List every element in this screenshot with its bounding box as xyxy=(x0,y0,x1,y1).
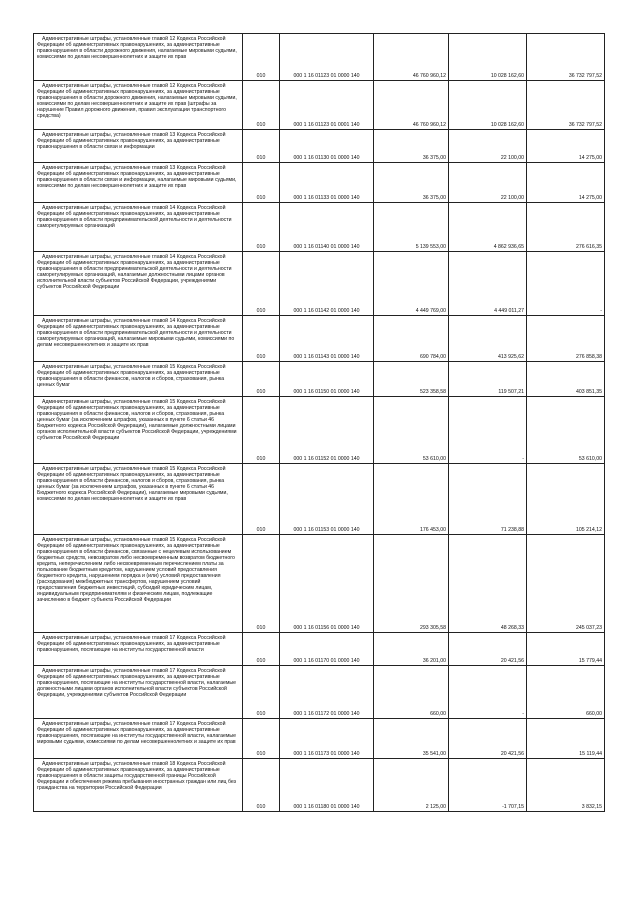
unexecuted-amount-cell: 14 275,00 xyxy=(527,163,605,203)
budget-code-cell: 000 1 16 01142 01 0000 140 xyxy=(280,252,374,316)
approved-amount-cell: 36 375,00 xyxy=(374,163,449,203)
table-row xyxy=(34,252,605,316)
table-body xyxy=(34,34,605,812)
row-name-cell: Административные штрафы, установленные главой 15 Кодекса Российской Федерации об административных правонарушениях, за административные правонарушения в области финансов, налогов и сборов, страхования, рынка ценных бумаг (за исключением штрафов, указанных в пункте 6 статьи 46 Бюджетного кодекса Российской Федерации), налагаемые мировыми судьями, комиссиями по делам несовершеннолетних и защите их прав xyxy=(34,464,243,535)
budget-code-cell: 000 1 16 01180 01 0000 140 xyxy=(280,759,374,812)
table-row xyxy=(34,34,605,81)
unexecuted-amount-cell: 276 616,35 xyxy=(527,203,605,252)
table-row xyxy=(34,397,605,464)
approved-amount-cell: 523 358,58 xyxy=(374,362,449,397)
table-row xyxy=(34,666,605,719)
line-code-cell: 010 xyxy=(243,130,280,163)
row-name-cell: Административные штрафы, установленные главой 14 Кодекса Российской Федерации об административных правонарушениях, за административные правонарушения в области предпринимательской деятельности и деятельности саморегулируемых организаций xyxy=(34,203,243,252)
row-name-cell: Административные штрафы, установленные главой 13 Кодекса Российской Федерации об административных правонарушениях, за административные правонарушения в области связи и информации xyxy=(34,130,243,163)
executed-amount-cell: 22 100,00 xyxy=(449,130,527,163)
line-code-cell: 010 xyxy=(243,464,280,535)
table-row xyxy=(34,362,605,397)
unexecuted-amount-cell: 15 779,44 xyxy=(527,633,605,666)
executed-amount-cell: 10 028 162,60 xyxy=(449,81,527,130)
table-row xyxy=(34,163,605,203)
line-code-cell: 010 xyxy=(243,252,280,316)
table-row xyxy=(34,759,605,812)
unexecuted-amount-cell: 14 275,00 xyxy=(527,130,605,163)
approved-amount-cell: 4 449 769,00 xyxy=(374,252,449,316)
approved-amount-cell: 5 139 553,00 xyxy=(374,203,449,252)
table-row xyxy=(34,719,605,759)
table-row xyxy=(34,633,605,666)
table-row xyxy=(34,81,605,130)
executed-amount-cell: - xyxy=(449,397,527,464)
budget-code-cell: 000 1 16 01170 01 0000 140 xyxy=(280,633,374,666)
line-code-cell: 010 xyxy=(243,81,280,130)
approved-amount-cell: 36 201,00 xyxy=(374,633,449,666)
approved-amount-cell: 660,00 xyxy=(374,666,449,719)
unexecuted-amount-cell: 53 610,00 xyxy=(527,397,605,464)
executed-amount-cell: 48 268,33 xyxy=(449,535,527,633)
line-code-cell: 010 xyxy=(243,362,280,397)
executed-amount-cell: 413 925,62 xyxy=(449,316,527,362)
row-name-cell: Административные штрафы, установленные главой 12 Кодекса Российской Федерации об административных правонарушениях, за административные правонарушения в области дорожного движения, налагаемые мировыми судьями, комиссиями по делам несовершеннолетних и защите их прав xyxy=(34,34,243,81)
approved-amount-cell: 53 610,00 xyxy=(374,397,449,464)
line-code-cell: 010 xyxy=(243,203,280,252)
approved-amount-cell: 293 305,58 xyxy=(374,535,449,633)
unexecuted-amount-cell: 36 732 797,52 xyxy=(527,34,605,81)
line-code-cell: 010 xyxy=(243,163,280,203)
line-code-cell: 010 xyxy=(243,633,280,666)
executed-amount-cell: 10 028 162,60 xyxy=(449,34,527,81)
line-code-cell: 010 xyxy=(243,316,280,362)
row-name-cell: Административные штрафы, установленные главой 17 Кодекса Российской Федерации об административных правонарушениях, за административные правонарушения, посягающие на институты государственной власти xyxy=(34,633,243,666)
budget-code-cell: 000 1 16 01133 01 0000 140 xyxy=(280,163,374,203)
row-name-cell: Административные штрафы, установленные главой 14 Кодекса Российской Федерации об административных правонарушениях, за административные правонарушения в области предпринимательской деятельности и деятельности саморегулируемых организаций, налагаемые мировыми судьями, комиссиями по делам несовершеннолетних и защите их прав xyxy=(34,316,243,362)
budget-code-cell: 000 1 16 01152 01 0000 140 xyxy=(280,397,374,464)
executed-amount-cell: 71 238,88 xyxy=(449,464,527,535)
unexecuted-amount-cell: 105 214,12 xyxy=(527,464,605,535)
row-name-cell: Административные штрафы, установленные главой 13 Кодекса Российской Федерации об административных правонарушениях, за административные правонарушения в области связи и информации, налагаемые мировыми судьями, комиссиями по делам несовершеннолетних и защите их прав xyxy=(34,163,243,203)
line-code-cell: 010 xyxy=(243,397,280,464)
line-code-cell: 010 xyxy=(243,759,280,812)
table-row xyxy=(34,203,605,252)
approved-amount-cell: 690 784,00 xyxy=(374,316,449,362)
report-sheet xyxy=(33,33,604,812)
executed-amount-cell: 4 862 936,65 xyxy=(449,203,527,252)
budget-code-cell: 000 1 16 01153 01 0000 140 xyxy=(280,464,374,535)
executed-amount-cell: 20 421,56 xyxy=(449,633,527,666)
row-name-cell: Административные штрафы, установленные главой 14 Кодекса Российской Федерации об административных правонарушениях, за административные правонарушения в области предпринимательской деятельности и деятельности саморегулируемых организаций, налагаемые должностными лицами органов исполнительной власти субъектов Российской Федерации, учреждениями субъектов Российской Федерации xyxy=(34,252,243,316)
executed-amount-cell: 119 507,21 xyxy=(449,362,527,397)
income-execution-table xyxy=(33,33,605,812)
table-row xyxy=(34,316,605,362)
unexecuted-amount-cell: 403 851,35 xyxy=(527,362,605,397)
table-row xyxy=(34,535,605,633)
approved-amount-cell: 2 125,00 xyxy=(374,759,449,812)
executed-amount-cell: 4 449 011,27 xyxy=(449,252,527,316)
unexecuted-amount-cell: 276 858,38 xyxy=(527,316,605,362)
row-name-cell: Административные штрафы, установленные главой 17 Кодекса Российской Федерации об административных правонарушениях, за административные правонарушения, посягающие на институты государственной власти, налагаемые мировыми судьями, комиссиями по делам несовершеннолетних и защите их прав xyxy=(34,719,243,759)
budget-code-cell: 000 1 16 01156 01 0000 140 xyxy=(280,535,374,633)
executed-amount-cell: - xyxy=(449,666,527,719)
table-row xyxy=(34,130,605,163)
unexecuted-amount-cell: 15 119,44 xyxy=(527,719,605,759)
unexecuted-amount-cell: 36 732 797,52 xyxy=(527,81,605,130)
unexecuted-amount-cell: 660,00 xyxy=(527,666,605,719)
budget-code-cell: 000 1 16 01143 01 0000 140 xyxy=(280,316,374,362)
approved-amount-cell: 36 375,00 xyxy=(374,130,449,163)
row-name-cell: Административные штрафы, установленные главой 15 Кодекса Российской Федерации об административных правонарушениях, за административные правонарушения в области финансов, связанные с нецелевым использованием бюджетных средств, невозвратом либо несвоевременным возвратом бюджетного кредита, неперечислением либо несвоевременным перечислением платы за пользование бюджетным кредитом, нарушением условий предоставления бюджетного кредита, нарушением порядка и (или) условий предоставления (расходования) межбюджетных трансфертов, нарушением условий предоставления бюджетных инвестиций, субсидий юридическим лицам, индивидуальным предпринимателям и физическим лицам, подлежащие зачислению в бюджет субъекта Российской Федерации xyxy=(34,535,243,633)
budget-code-cell: 000 1 16 01123 01 0001 140 xyxy=(280,81,374,130)
executed-amount-cell: 20 421,56 xyxy=(449,719,527,759)
line-code-cell: 010 xyxy=(243,719,280,759)
row-name-cell: Административные штрафы, установленные главой 15 Кодекса Российской Федерации об административных правонарушениях, за административные правонарушения в области финансов, налогов и сборов, страхования, рынка ценных бумаг (за исключением штрафов, указанных в пункте 6 статьи 46 Бюджетного кодекса Российской Федерации), налагаемые должностными лицами органов исполнительной власти субъектов Российской Федерации, учреждениями субъектов Российской Федерации xyxy=(34,397,243,464)
row-name-cell: Административные штрафы, установленные главой 18 Кодекса Российской Федерации об административных правонарушениях, за административные правонарушения в области защиты государственной границы Российской Федерации и обеспечения режима пребывания иностранных граждан или лиц без гражданства на территории Российской Федерации xyxy=(34,759,243,812)
approved-amount-cell: 46 760 960,12 xyxy=(374,34,449,81)
budget-code-cell: 000 1 16 01150 01 0000 140 xyxy=(280,362,374,397)
row-name-cell: Административные штрафы, установленные главой 17 Кодекса Российской Федерации об административных правонарушениях, за административные правонарушения, посягающие на институты государственной власти, налагаемые должностными лицами органов исполнительной власти субъектов Российской Федерации, учреждениями субъектов Российской Федерации xyxy=(34,666,243,719)
approved-amount-cell: 176 453,00 xyxy=(374,464,449,535)
budget-code-cell: 000 1 16 01172 01 0000 140 xyxy=(280,666,374,719)
row-name-cell: Административные штрафы, установленные главой 15 Кодекса Российской Федерации об административных правонарушениях, за административные правонарушения в области финансов, налогов и сборов, страхования, рынка ценных бумаг xyxy=(34,362,243,397)
approved-amount-cell: 35 541,00 xyxy=(374,719,449,759)
row-name-cell: Административные штрафы, установленные главой 12 Кодекса Российской Федерации об административных правонарушениях, за административные правонарушения в области дорожного движения, налагаемые мировыми судьями, комиссиями по делам несовершеннолетних и защите их прав (штрафы за нарушение Правил дорожного движения, правил эксплуатации транспортного средства) xyxy=(34,81,243,130)
executed-amount-cell: -1 707,15 xyxy=(449,759,527,812)
line-code-cell: 010 xyxy=(243,666,280,719)
unexecuted-amount-cell: - xyxy=(527,252,605,316)
approved-amount-cell: 46 760 960,12 xyxy=(374,81,449,130)
table-row xyxy=(34,464,605,535)
line-code-cell: 010 xyxy=(243,34,280,81)
unexecuted-amount-cell: 3 832,15 xyxy=(527,759,605,812)
budget-code-cell: 000 1 16 01123 01 0000 140 xyxy=(280,34,374,81)
line-code-cell: 010 xyxy=(243,535,280,633)
unexecuted-amount-cell: 245 037,23 xyxy=(527,535,605,633)
executed-amount-cell: 22 100,00 xyxy=(449,163,527,203)
budget-code-cell: 000 1 16 01140 01 0000 140 xyxy=(280,203,374,252)
budget-code-cell: 000 1 16 01173 01 0000 140 xyxy=(280,719,374,759)
budget-code-cell: 000 1 16 01130 01 0000 140 xyxy=(280,130,374,163)
